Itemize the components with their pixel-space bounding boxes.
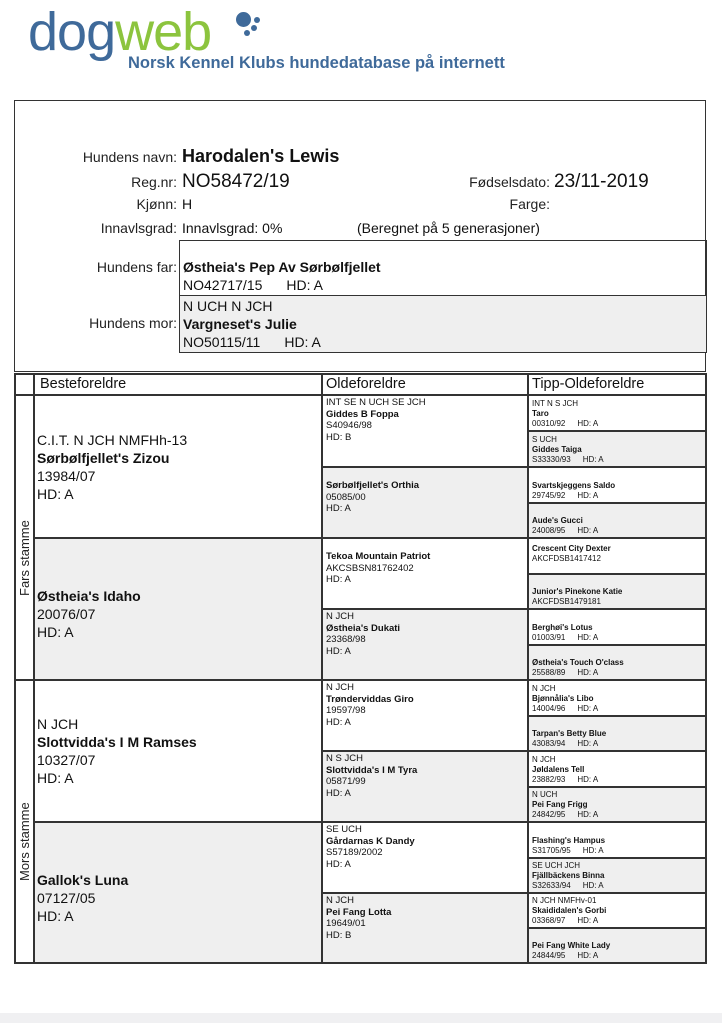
name-label: Hundens navn: xyxy=(82,149,177,165)
info xyxy=(532,916,702,926)
dog-link[interactable]: Slottvidda's I M Tyra xyxy=(326,764,418,776)
logo-web-text: web xyxy=(115,2,212,62)
dog-link[interactable]: Tekoa Mountain Patriot xyxy=(326,551,431,562)
info xyxy=(532,455,702,465)
dog-link[interactable]: Østheia's Dukati xyxy=(326,622,401,634)
hd: HD: B xyxy=(326,431,352,443)
titles: N JCH xyxy=(326,895,354,906)
birth-label: Fødselsdato: xyxy=(469,174,550,190)
sire-label: Hundens far: xyxy=(96,259,177,275)
dog-link[interactable]: Crescent City Dexter xyxy=(532,544,611,553)
info xyxy=(532,739,702,749)
great-great-grandparent-cell[interactable] xyxy=(528,751,706,787)
dogweb-logo[interactable] xyxy=(28,4,548,74)
regnr: 10327/07 xyxy=(37,752,96,768)
regnr: 03368/97 xyxy=(532,916,566,925)
hd: HD: A xyxy=(582,455,604,464)
regnr: 13984/07 xyxy=(37,467,96,484)
dog-link[interactable]: Aude's Gucci xyxy=(532,516,583,525)
great-great-grandparent-cell[interactable] xyxy=(528,467,706,503)
dog-link[interactable]: Giddes Taiga xyxy=(532,445,582,454)
hd: HD: A xyxy=(37,485,74,502)
regnr: 20076/07 xyxy=(37,606,96,622)
dog-link[interactable]: Slottvidda's I M Ramses xyxy=(37,734,197,750)
dog-regnr: NO58472/19 xyxy=(182,171,290,192)
titles: C.I.T. N JCH NMFHh-13 xyxy=(37,431,188,448)
regnr: 29745/92 xyxy=(532,491,566,500)
regnr: 25588/89 xyxy=(532,668,566,677)
hd: HD: A xyxy=(37,907,74,924)
great-grandparent-cell[interactable] xyxy=(322,822,528,893)
info xyxy=(532,810,702,820)
dog-link[interactable]: Junior's Pinekone Katie xyxy=(532,587,623,596)
hd: HD: A xyxy=(577,668,599,677)
dam-titles: N UCH N JCH xyxy=(183,298,273,314)
regnr: S32633/94 xyxy=(532,881,571,890)
hd: HD: A xyxy=(577,775,599,784)
great-great-grandparent-cell[interactable] xyxy=(528,893,706,928)
hd: HD: A xyxy=(326,574,351,585)
dam-box[interactable] xyxy=(179,295,707,353)
sex-label: Kjønn: xyxy=(136,196,177,212)
dam-info xyxy=(183,333,703,351)
titles: INT N S JCH xyxy=(532,399,579,408)
mors-stamme-label: Mors stamme xyxy=(17,802,32,881)
dog-link[interactable]: Jøldalens Tell xyxy=(532,765,585,774)
regnr: 23882/93 xyxy=(532,775,566,784)
info xyxy=(532,526,702,536)
titles: INT SE N UCH SE JCH xyxy=(326,397,426,408)
dog-link[interactable]: Pei Fang Frigg xyxy=(532,800,588,809)
dog-link[interactable]: Skaididalen's Gorbi xyxy=(532,906,607,915)
regnr: S57189/2002 xyxy=(326,847,383,858)
regnr: AKCFDSB1479181 xyxy=(532,597,601,606)
regnr: 05871/99 xyxy=(326,776,366,787)
inbreeding-value: Innavlsgrad: 0% xyxy=(182,220,283,236)
hd: HD: A xyxy=(577,916,599,925)
info xyxy=(532,633,702,643)
great-grandparent-cell[interactable] xyxy=(322,467,528,538)
hd: HD: A xyxy=(577,526,599,535)
fars-stamme-cell xyxy=(15,395,34,680)
sire-info xyxy=(183,276,703,294)
info xyxy=(532,951,702,961)
great-grandparent-cell[interactable] xyxy=(322,538,528,609)
dog-link[interactable]: Sørbølfjellet's Zizou xyxy=(37,449,170,466)
great-grandparent-cell[interactable] xyxy=(322,609,528,680)
hd: HD: A xyxy=(326,503,351,514)
regnr: S40946/98 xyxy=(326,420,372,431)
regnr: 14004/96 xyxy=(532,704,566,713)
hd: HD: A xyxy=(577,951,599,960)
dog-link[interactable]: Berghøi's Lotus xyxy=(532,623,593,632)
dog-link[interactable]: Fjällbäckens Binna xyxy=(532,871,605,880)
titles: N JCH xyxy=(532,684,556,693)
dog-link[interactable]: Bjønnålia's Libo xyxy=(532,694,594,703)
grandparent-cell[interactable] xyxy=(34,395,322,538)
dog-link[interactable]: Sørbølfjellet's Orthia xyxy=(326,480,420,491)
dog-link[interactable]: Gårdarnas K Dandy xyxy=(326,835,415,847)
titles: SE UCH JCH xyxy=(532,861,581,870)
hd: HD: A xyxy=(577,739,599,748)
great-great-grandparent-cell[interactable] xyxy=(528,395,706,431)
logo-dots-icon xyxy=(234,12,274,42)
titles: N JCH NMFHv-01 xyxy=(532,896,597,905)
titles: N JCH xyxy=(37,716,79,732)
header-grandparents: Besteforeldre xyxy=(34,374,322,395)
dog-link[interactable]: Svartskjeggens Saldo xyxy=(532,481,616,490)
regnr: S31705/95 xyxy=(532,846,571,855)
dog-link[interactable]: Østheia's Idaho xyxy=(37,588,141,604)
hd: HD: A xyxy=(326,787,351,799)
sire-regnr: NO42717/15 xyxy=(183,277,263,293)
hd: HD: B xyxy=(326,929,352,941)
regnr: AKCSBSN81762402 xyxy=(326,562,414,574)
great-great-grandparent-cell[interactable] xyxy=(528,645,706,680)
dog-sex: H xyxy=(182,196,193,212)
regnr: 01003/91 xyxy=(532,633,566,642)
grandparent-cell[interactable] xyxy=(34,538,322,680)
regnr: 24842/95 xyxy=(532,810,566,819)
dog-link[interactable]: Flashing's Hampus xyxy=(532,836,606,845)
header-great-grandparents: Oldeforeldre xyxy=(322,374,528,395)
hd: HD: A xyxy=(326,645,351,657)
hd: HD: A xyxy=(577,704,599,713)
info xyxy=(532,668,702,678)
titles: N UCH xyxy=(532,790,558,799)
great-great-grandparent-cell[interactable] xyxy=(528,716,706,751)
hd: HD: A xyxy=(577,419,599,428)
great-great-grandparent-cell[interactable] xyxy=(528,680,706,716)
dog-name: Harodalen's Lewis xyxy=(182,146,340,166)
regnr: 24008/95 xyxy=(532,526,566,535)
info xyxy=(532,881,702,891)
great-great-grandparent-cell[interactable] xyxy=(528,609,706,645)
inbreeding-label: Innavlsgrad: xyxy=(100,220,177,236)
info xyxy=(532,419,702,429)
dog-link[interactable]: Tarpan's Betty Blue xyxy=(532,729,607,738)
great-great-grandparent-cell[interactable] xyxy=(528,503,706,538)
regnr: 24844/95 xyxy=(532,951,566,960)
hd: HD: A xyxy=(326,716,351,728)
grandparent-cell[interactable] xyxy=(34,822,322,963)
great-grandparent-cell[interactable] xyxy=(322,751,528,822)
logo-subtitle: Norsk Kennel Klubs hundedatabase på internett xyxy=(128,54,505,72)
great-grandparent-cell[interactable] xyxy=(322,893,528,963)
hd: HD: A xyxy=(582,846,604,855)
dam-hd: HD: A xyxy=(284,334,321,350)
sire-hd: HD: A xyxy=(286,277,323,293)
great-great-grandparent-cell[interactable] xyxy=(528,431,706,467)
grandparent-cell[interactable] xyxy=(34,680,322,822)
hd: HD: A xyxy=(577,810,599,819)
sire-box[interactable] xyxy=(179,240,707,297)
great-great-grandparent-cell[interactable] xyxy=(528,538,706,574)
fars-stamme-label: Fars stamme xyxy=(17,520,32,596)
dog-link[interactable]: Pei Fang White Lady xyxy=(532,941,611,950)
hd: HD: A xyxy=(577,633,599,642)
inbreeding-note: (Beregnet på 5 generasjoner) xyxy=(357,220,540,236)
great-grandparent-cell[interactable] xyxy=(322,680,528,751)
titles: SE UCH xyxy=(326,824,362,835)
bottom-bar xyxy=(0,1013,722,1023)
great-great-grandparent-cell[interactable] xyxy=(528,858,706,893)
titles: N JCH xyxy=(532,755,556,764)
mors-stamme-cell xyxy=(15,680,34,963)
sire-name[interactable]: Østheia's Pep Av Sørbølfjellet xyxy=(183,259,381,275)
pedigree-table xyxy=(14,373,707,964)
great-great-grandparent-cell[interactable] xyxy=(528,574,706,609)
hd: HD: A xyxy=(37,770,74,786)
great-great-grandparent-cell[interactable] xyxy=(528,928,706,963)
logo-wordmark xyxy=(28,4,211,60)
great-great-grandparent-cell[interactable] xyxy=(528,787,706,822)
great-great-grandparent-cell[interactable] xyxy=(528,822,706,858)
regnr: 19597/98 xyxy=(326,705,366,716)
regnr: 43083/94 xyxy=(532,739,566,748)
info xyxy=(532,491,702,501)
header-great-great-grandparents: Tipp-Oldeforeldre xyxy=(528,374,706,395)
header-corner xyxy=(15,374,34,395)
great-grandparent-cell[interactable] xyxy=(322,395,528,467)
dog-birth: 23/11-2019 xyxy=(554,171,649,192)
regnr: 00310/92 xyxy=(532,419,566,428)
regnr: 23368/98 xyxy=(326,634,366,645)
dog-link[interactable]: Pei Fang Lotta xyxy=(326,906,392,918)
info xyxy=(532,704,702,714)
titles: N JCH xyxy=(326,611,354,622)
dog-link[interactable]: Trønderviddas Giro xyxy=(326,693,414,705)
dog-link[interactable]: Østheia's Touch O'class xyxy=(532,658,624,667)
regnr-label: Reg.nr: xyxy=(131,174,177,190)
titles: S UCH xyxy=(532,435,557,444)
regnr: S33330/93 xyxy=(532,455,571,464)
hd: HD: A xyxy=(37,624,74,640)
dam-name[interactable]: Vargneset's Julie xyxy=(183,316,297,332)
hd: HD: A xyxy=(577,491,599,500)
regnr: 19649/01 xyxy=(326,918,366,929)
regnr: 07127/05 xyxy=(37,889,96,906)
logo-dog-text: dog xyxy=(28,2,116,62)
dam-regnr: NO50115/11 xyxy=(183,334,261,350)
titles: N JCH xyxy=(326,682,354,693)
color-label: Farge: xyxy=(509,196,550,212)
hd: HD: A xyxy=(582,881,604,890)
info xyxy=(532,775,702,785)
dog-link[interactable]: Gallok's Luna xyxy=(37,871,129,888)
regnr: 05085/00 xyxy=(326,491,366,503)
hd: HD: A xyxy=(326,858,351,870)
titles: N S JCH xyxy=(326,753,363,764)
info xyxy=(532,846,702,856)
dog-link[interactable]: Taro xyxy=(532,409,549,418)
regnr: AKCFDSB1417412 xyxy=(532,554,601,563)
dog-link[interactable]: Giddes B Foppa xyxy=(326,408,399,420)
dam-label: Hundens mor: xyxy=(89,315,177,331)
